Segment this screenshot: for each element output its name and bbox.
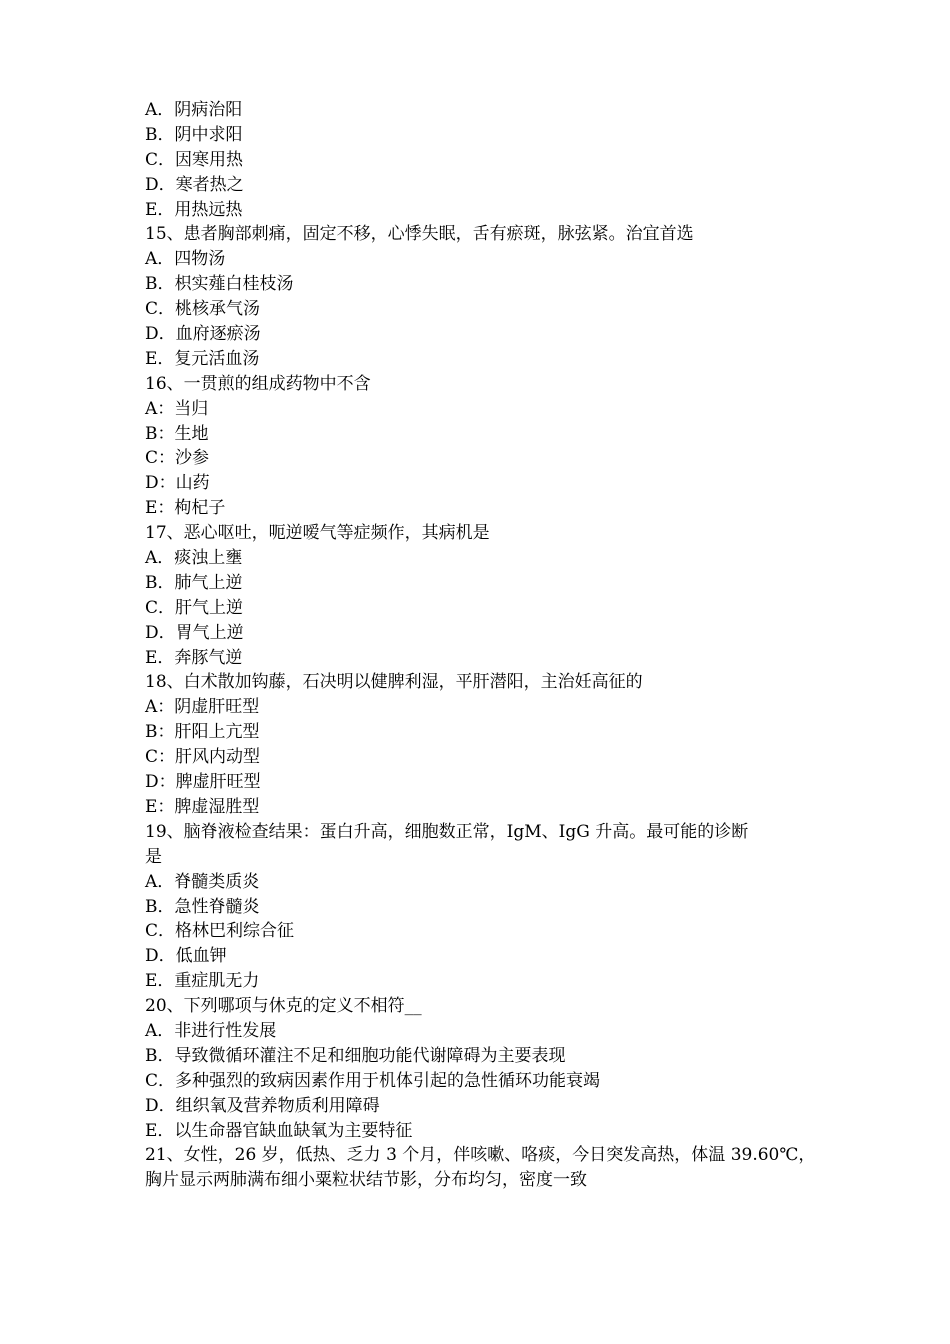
document-page — [145, 98, 816, 1193]
question-15: 15、患者胸部刺痛，固定不移，心悸失眠，舌有瘀斑，脉弦紧。治宜首选 — [145, 224, 694, 245]
text-line: E．用热远热 — [145, 199, 243, 220]
text-line: A．痰浊上壅 — [145, 548, 243, 569]
text-line: B．枳实薤白桂枝汤 — [145, 274, 294, 295]
text-line: C．桃核承气汤 — [145, 299, 261, 320]
text-line: B：生地 — [145, 423, 209, 444]
text-line: D．组织氧及营养物质利用障碍 — [145, 1095, 380, 1116]
text-line: A．脊髓类质炎 — [145, 871, 260, 892]
question-20: 20、下列哪项与休克的定义不相符__ — [145, 996, 422, 1017]
text-line: E：脾虚湿胜型 — [145, 796, 260, 817]
text-line: D：脾虚肝旺型 — [145, 772, 261, 793]
question-21: 21、女性，26 岁，低热、乏力 3 个月，伴咳嗽、咯痰，今日突发高热，体温 39.60℃， — [145, 1145, 816, 1166]
text-line: D．血府逐瘀汤 — [145, 324, 261, 345]
text-line: B．肺气上逆 — [145, 572, 243, 593]
text-line: D．寒者热之 — [145, 174, 244, 195]
text-line: E．奔豚气逆 — [145, 647, 243, 668]
text-line: C：沙参 — [145, 448, 210, 469]
text-line: B．导致微循环灌注不足和细胞功能代谢障碍为主要表现 — [145, 1045, 566, 1066]
text-line: E．重症肌无力 — [145, 971, 260, 992]
text-line: A：当归 — [145, 398, 209, 419]
text-line: B：肝阳上亢型 — [145, 722, 260, 743]
question-16: 16、一贯煎的组成药物中不含 — [145, 373, 371, 394]
text-line: 是 — [145, 846, 162, 867]
question-18: 18、白术散加钩藤，石决明以健脾利湿，平肝潜阳，主治妊高征的 — [145, 672, 643, 693]
text-line: D．低血钾 — [145, 946, 227, 967]
text-line: D：山药 — [145, 473, 210, 494]
question-19: 19、脑脊液检查结果：蛋白升高，细胞数正常，IgM、IgG 升高。最可能的诊断 — [145, 821, 749, 842]
text-line: D．胃气上逆 — [145, 622, 244, 643]
text-line: C．格林巴利综合征 — [145, 921, 295, 942]
text-line: A．非进行性发展 — [145, 1020, 277, 1041]
text-line: B．急性脊髓炎 — [145, 896, 260, 917]
text-line: E．复元活血汤 — [145, 348, 260, 369]
text-line: A．阴病治阳 — [145, 100, 243, 120]
text-line: C．多种强烈的致病因素作用于机体引起的急性循环功能衰竭 — [145, 1070, 601, 1091]
text-line: E：枸杞子 — [145, 498, 226, 519]
text-line: A：阴虚肝旺型 — [145, 697, 260, 718]
question-17: 17、恶心呕吐，呃逆嗳气等症频作，其病机是 — [145, 523, 490, 544]
text-line: C：肝风内动型 — [145, 747, 261, 768]
text-line: C．因寒用热 — [145, 149, 244, 170]
text-line: C．肝气上逆 — [145, 597, 244, 618]
text-line: E．以生命器官缺血缺氧为主要特征 — [145, 1120, 413, 1141]
text-line: 胸片显示两肺满布细小粟粒状结节影，分布均匀，密度一致 — [145, 1170, 587, 1191]
text-line: B．阴中求阳 — [145, 124, 243, 145]
text-line: A．四物汤 — [145, 249, 226, 270]
